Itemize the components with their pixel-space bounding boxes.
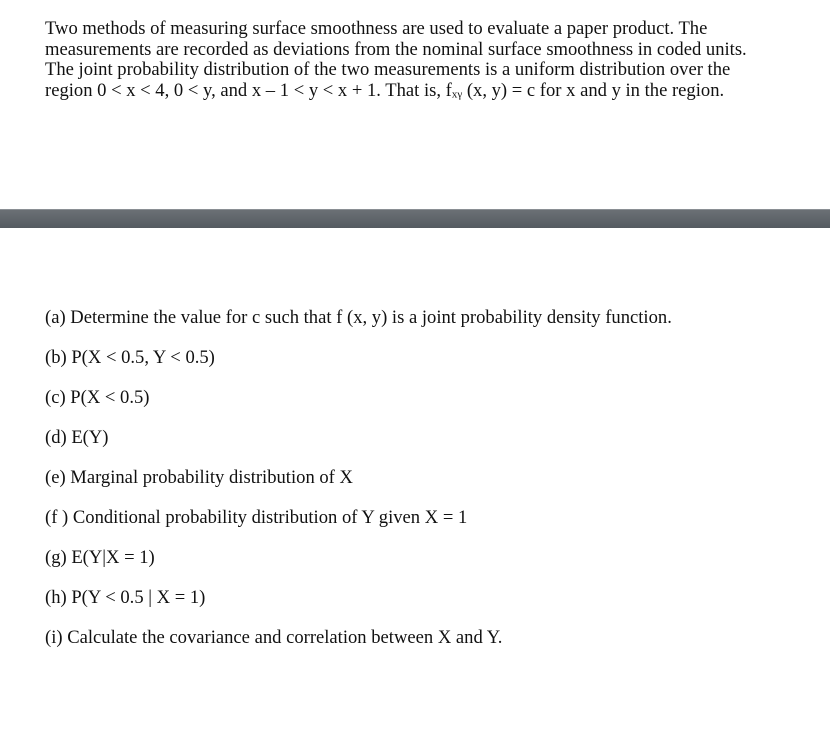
question-list — [45, 306, 815, 666]
question-e: (e) Marginal probability distribution of X — [45, 467, 353, 488]
question-a: (a) Determine the value for c such that f (x, y) is a joint probability density function. — [45, 307, 672, 328]
question-h: (h) P(Y < 0.5 | X = 1) — [45, 587, 206, 608]
question-c: (c) P(X < 0.5) — [45, 387, 150, 408]
question-i: (i) Calculate the covariance and correlation between X and Y. — [45, 627, 503, 648]
clipped-text-fragment — [44, 0, 84, 4]
problem-statement-line: measurements are recorded as deviations from the nominal surface smoothness in coded units. — [45, 38, 747, 60]
question-f: (f ) Conditional probability distribution of Y given X = 1 — [45, 507, 468, 528]
question-b: (b) P(X < 0.5, Y < 0.5) — [45, 347, 215, 368]
problem-statement-line: The joint probability distribution of the two measurements is a uniform distribution over the — [45, 59, 731, 80]
question-d: (d) E(Y) — [45, 427, 109, 448]
section-divider-bar — [0, 209, 830, 228]
problem-statement-line: Two methods of measuring surface smoothness are used to evaluate a paper product. The — [45, 18, 708, 39]
problem-statement — [45, 19, 815, 101]
problem-statement-line: region 0 < x < 4, 0 < y, and x – 1 < y < x + 1. That is, fₓᵧ (x, y) = c for x and y in the region. — [45, 79, 725, 101]
question-g: (g) E(Y|X = 1) — [45, 547, 155, 568]
